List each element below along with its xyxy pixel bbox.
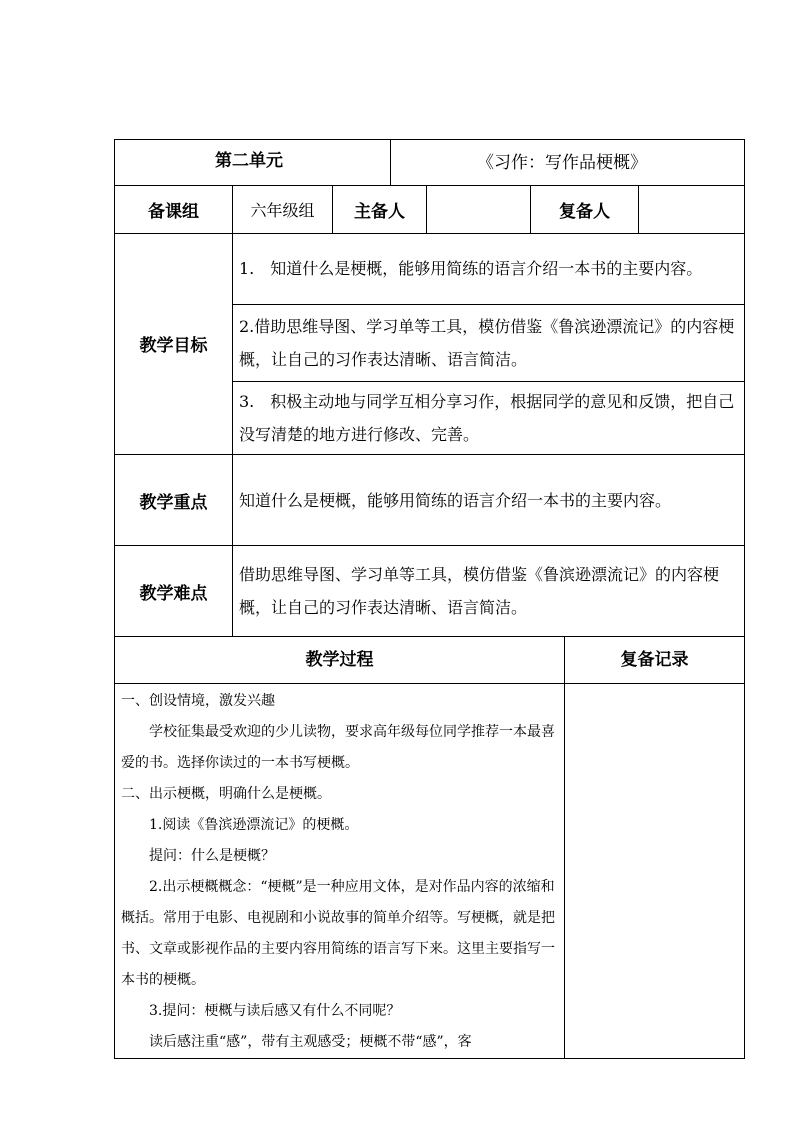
prep-table <box>114 186 745 234</box>
prep-main-value <box>427 186 531 233</box>
process-line-1: 一、创设情境，激发兴趣 <box>121 692 275 709</box>
process-table <box>114 637 745 1059</box>
prep-group-label: 备课组 <box>115 186 233 233</box>
objectives-table <box>114 234 745 638</box>
process-line-3: 二、出示梗概，明确什么是梗概。 <box>121 785 331 802</box>
prep-second-label: 复备人 <box>531 186 639 233</box>
prep-second-value <box>639 186 745 233</box>
process-line-7: 3.提问：梗概与读后感又有什么不同呢？ <box>149 1002 401 1019</box>
process-line-6: 2.出示梗概概念：“梗概”是一种应用文体，是对作品内容的浓缩和概括。常用于电影、电视剧和小说故事的简单介绍等。写梗概，就是把书、文章或影视作品的主要内容用简练的语言写下来。这里主要指写一本书的梗概。 <box>121 878 555 988</box>
key-point-text: 知道什么是梗概，能够用简练的语言介绍一本书的主要内容。 <box>233 455 745 546</box>
record-label: 复备记录 <box>565 637 745 683</box>
process-line-2: 学校征集最受欢迎的少儿读物，要求高年级每位同学推荐一本最喜爱的书。选择你读过的一本书写梗概。 <box>121 723 555 771</box>
goal-item-3: 3. 积极主动地与同学互相分享习作，根据同学的意见和反馈，把自己没写清楚的地方进行修改、完善。 <box>233 382 745 455</box>
process-content <box>115 683 565 1058</box>
goal-item-2: 2.借助思维导图、学习单等工具，模仿借鉴《鲁滨逊漂流记》的内容梗概，让自己的习作表达清晰、语言简洁。 <box>233 305 745 382</box>
key-point-label: 教学重点 <box>115 455 233 546</box>
record-content <box>565 683 745 1058</box>
goals-label: 教学目标 <box>115 234 233 455</box>
difficulty-label: 教学难点 <box>115 546 233 637</box>
unit-title: 第二单元 <box>115 140 391 186</box>
process-label: 教学过程 <box>115 637 565 683</box>
lesson-plan-document <box>114 139 744 1059</box>
difficulty-text: 借助思维导图、学习单等工具，模仿借鉴《鲁滨逊漂流记》的内容梗概，让自己的习作表达清晰、语言简洁。 <box>233 546 745 637</box>
header-table <box>114 139 745 186</box>
process-line-4: 1.阅读《鲁滨逊漂流记》的梗概。 <box>149 816 359 833</box>
lesson-title: 《习作：写作品梗概》 <box>391 140 745 186</box>
process-line-8: 读后感注重“感”，带有主观感受；梗概不带“感”，客 <box>149 1033 472 1050</box>
process-line-5: 提问：什么是梗概？ <box>149 847 275 864</box>
prep-group-value: 六年级组 <box>233 186 333 233</box>
goal-item-1: 1. 知道什么是梗概，能够用简练的语言介绍一本书的主要内容。 <box>233 234 745 305</box>
prep-main-label: 主备人 <box>333 186 427 233</box>
